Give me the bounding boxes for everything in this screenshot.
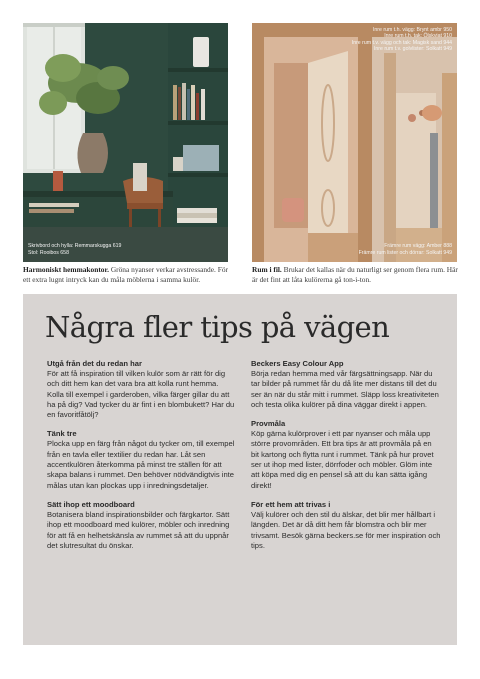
tip-body: Köp gärna kulörprover i ett par nyanser och måla upp större provområden. Ett bra tips är att provmåla på en bit kartong och flytta runt i rummet. Tänk på hur provet ser ut ihop med lister, dörrfoder och möbler. Glöm inte att köpa med dig en pensel så att du kan sätta igång direkt!: [251, 429, 434, 490]
rooms-in-sequence-photo: [252, 23, 457, 262]
credit-line: Inre rum t.v. vägg och tak: Magisk sand 944: [351, 39, 452, 46]
tip-body: Plocka upp en färg från något du tycker om, till exempel från en tavla eller textilier du redan har. Låt sen accentkulören återkomma på minst tre ställen för att skapa balans i rummet. Den behöver nödvändigtvis inte målas utan kan plockas upp i inredningsdetaljer.: [47, 439, 235, 490]
credit-line: Inre rum t.h. vägg: Brynt ambr 950: [372, 27, 452, 33]
tip-title: För ett hem att trivas i: [251, 499, 331, 509]
credit-line: Främre rum vägg: Amber 888: [384, 243, 452, 250]
tip-body: För att få inspiration till vilken kulör som är rätt för dig och ditt hem kan det vara bra att kolla runt hemma. Kolla till exempel i garderoben, vilka färger gillar du att ha på dig? Vad tycker du är fint i en blombukett? Har du en favoritfåtölj?: [47, 369, 235, 420]
tip-body: Botanisera bland inspirationsbilder och färgkartor. Sätt ihop ett moodboard med kulörer, möbler och inredning för att få en helhetskänsla av rummet så att du uppnår det slutresultat du önskar.: [47, 509, 230, 550]
home-office-illustration: [23, 23, 228, 262]
tip-title: Utgå från det du redan har: [47, 359, 142, 368]
home-office-photo: [23, 23, 228, 262]
credit-line: Skrivbord och hylla: Remmarskugga 619: [28, 243, 122, 250]
tip-title: Provmåla: [251, 419, 286, 429]
tip-item: [47, 429, 237, 490]
right-photo-credit-top: [352, 27, 452, 53]
credit-line: Stol: Rooibos 658: [28, 249, 69, 256]
tip-body: Välj kulörer och den stil du älskar, det blir mer hållbart i längden. Det är då ditt hem får blomstra och blir mer trivsamt. Besök gärna beckers.se för mer inspiration och tips.: [251, 509, 441, 550]
rooms-illustration: [252, 23, 457, 262]
tip-title: Tänk tre: [47, 429, 77, 439]
tip-item: [251, 359, 441, 410]
tip-title: Beckers Easy Colour App: [251, 359, 344, 368]
tips-column-left: [47, 359, 237, 560]
tips-column-right: [251, 359, 441, 560]
tips-box: [23, 294, 457, 645]
tip-body: Börja redan hemma med vår färgsättningsapp. När du tar bilder på rummet får du då lite mer distans till det du ser än när du står mitt i rummet. Släpp loss kreativiteten och testa olika kulörer på dina väggar direkt i appen.: [251, 369, 439, 409]
caption-text: Brukar det kallas när du naturligt ser genom flera rum. Här är det fint att låta kulörerna gå ton-i-ton.: [252, 265, 458, 284]
tip-item: [47, 359, 237, 420]
credit-line: Inre rum t.h. tak: Ölskviat 910: [384, 33, 452, 40]
credit-line: Främre rum lister och dörrar: Solkatt 949: [358, 249, 452, 256]
caption-text: Gröna nyanser verkar avstressande. För ett extra lugnt intryck kan du måla möblerna i samma kulör.: [23, 265, 228, 284]
left-photo-caption: [23, 265, 233, 284]
tip-item: [251, 500, 441, 551]
left-photo-credit: [28, 243, 121, 256]
tip-item: [47, 500, 237, 551]
caption-title: Harmoniskt hemmakontor.: [23, 265, 109, 274]
right-photo-credit-bottom: [359, 243, 452, 256]
tips-heading: Några fler tips på vägen: [45, 310, 390, 344]
caption-title: Rum i fil.: [252, 265, 282, 274]
tip-item: [251, 419, 441, 491]
tip-title: Sätt ihop ett moodboard: [47, 499, 135, 509]
right-photo-caption: [252, 265, 462, 284]
credit-line: Inre rum t.v. golvlister: Solkatt 949: [373, 46, 452, 53]
